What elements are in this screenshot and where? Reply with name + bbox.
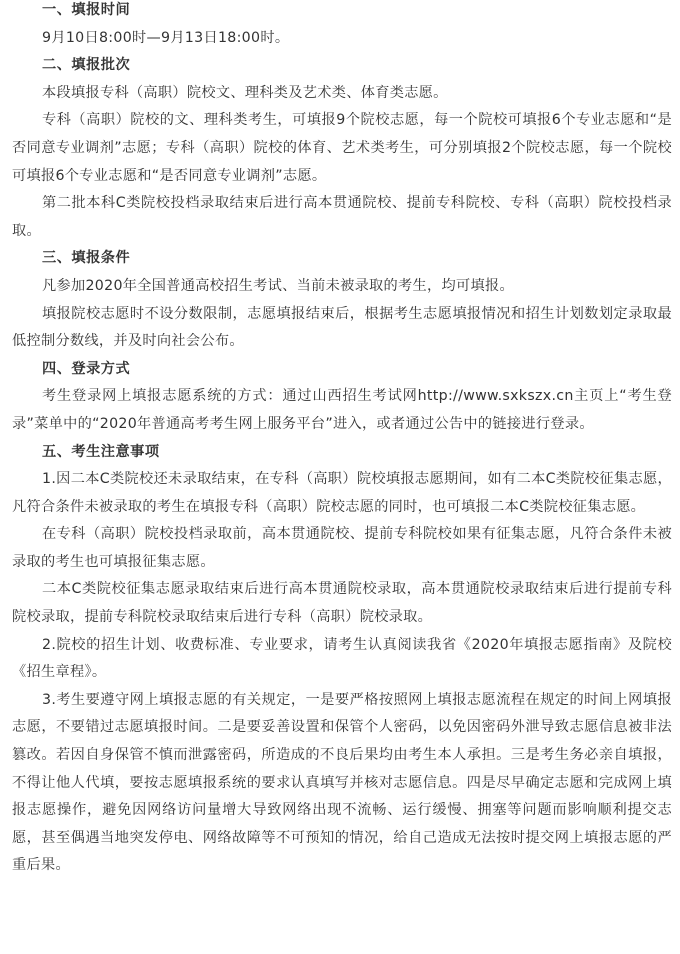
paragraph-notes-2: 在专科（高职）院校投档录取前，高本贯通院校、提前专科院校如果有征集志愿，凡符合条件未被录取的考生也可填报征集志愿。 xyxy=(12,526,672,570)
paragraph-conditions-1: 凡参加2020年全国普通高校招生考试、当前未被录取的考生，均可填报。 xyxy=(42,277,514,294)
paragraph-notes-5: 3.考生要遵守网上填报志愿的有关规定，一是要严格按照网上填报志愿流程在规定的时间上网填报志愿，不要错过志愿填报时间。二是要妥善设置和保管个人密码，以免因密码外泄导致志愿信息被非法篡改。若因自身保管不慎而泄露密码，所造成的不良后果均由考生本人承担。三是考生务必亲自填报，不得让他人代填，要按志愿填报系统的要求认真填写并核对志愿信息。四是尽早确定志愿和完成网上填报志愿操作，避免因网络访问量增大导致网络出现不流畅、运行缓慢、拥塞等问题而影响顺利提交志愿，甚至偶遇当地突发停电、网络故障等不可预知的情况，给自己造成无法按时提交网上填报志愿的严重后果。 xyxy=(12,691,672,874)
paragraph-notes-3: 二本C类院校征集志愿录取结束后进行高本贯通院校录取，高本贯通院校录取结束后进行提前专科院校录取，提前专科院校录取结束后进行专科（高职）院校录取。 xyxy=(12,581,672,626)
section-heading-conditions: 三、填报条件 xyxy=(42,250,131,267)
paragraph-batch-3: 第二批本科C类院校投档录取结束后进行高本贯通院校、提前专科院校、专科（高职）院校投档录取。 xyxy=(12,195,672,239)
section-heading-login: 四、登录方式 xyxy=(42,360,131,377)
paragraph-time: 9月10日8:00时—9月13日18:00时。 xyxy=(42,29,290,46)
section-heading-time: 一、填报时间 xyxy=(42,2,131,18)
paragraph-conditions-2: 填报院校志愿时不设分数限制，志愿填报结束后，根据考生志愿填报情况和招生计划数划定录取最低控制分数线，并及时向社会公布。 xyxy=(12,305,672,350)
paragraph-notes-4: 2.院校的招生计划、收费标准、专业要求，请考生认真阅读我省《2020年填报志愿指南》及院校《招生章程》。 xyxy=(12,636,672,681)
paragraph-batch-2: 专科（高职）院校的文、理科类考生，可填报9个院校志愿，每一个院校可填报6个专业志愿和“是否同意专业调剂”志愿；专科（高职）院校的体育、艺术类考生，可分别填报2个院校志愿，每一个院校可填报6个专业志愿和“是否同意专业调剂”志愿。 xyxy=(12,112,672,184)
section-heading-batch: 二、填报批次 xyxy=(42,57,131,74)
paragraph-batch-1: 本段填报专科（高职）院校文、理科类及艺术类、体育类志愿。 xyxy=(42,84,448,101)
paragraph-notes-1: 1.因二本C类院校还未录取结束，在专科（高职）院校填报志愿期间，如有二本C类院校征集志愿，凡符合条件未被录取的考生在填报专科（高职）院校志愿的同时，也可填报二本C类院校征集志愿。 xyxy=(12,471,672,515)
section-heading-notes: 五、考生注意事项 xyxy=(42,443,160,460)
paragraph-login: 考生登录网上填报志愿系统的方式：通过山西招生考试网http://www.sxkszx.cn主页上“考生登录”菜单中的“2020年普通高考考生网上服务平台”进入，或者通过公告中的链接进行登录。 xyxy=(12,388,672,432)
